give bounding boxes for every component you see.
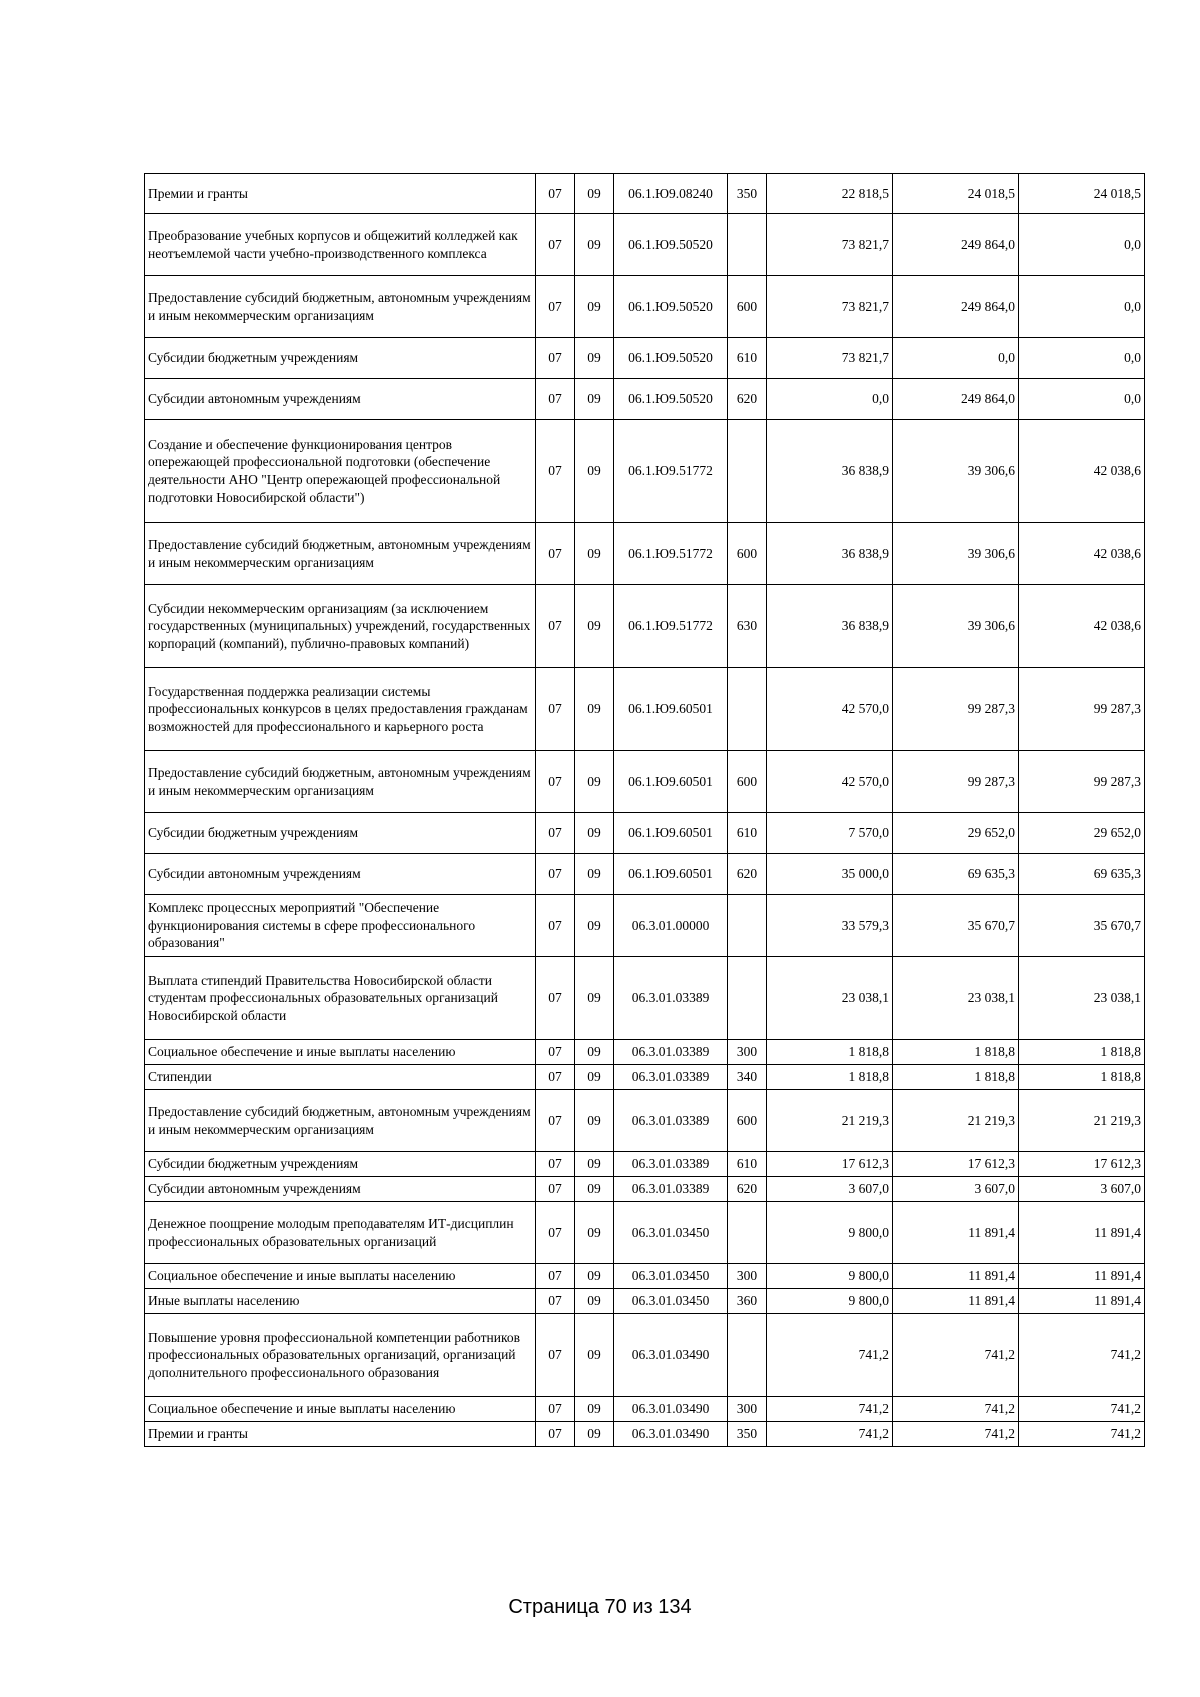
table-row	[145, 854, 1145, 895]
section-code-cell: 07	[536, 276, 575, 338]
target-article-cell: 06.1.Ю9.50520	[614, 379, 728, 420]
target-article-cell: 06.1.Ю9.51772	[614, 523, 728, 585]
target-article-cell: 06.3.01.00000	[614, 895, 728, 957]
target-article-cell: 06.3.01.03450	[614, 1289, 728, 1314]
table-row	[145, 895, 1145, 957]
amount-year-1-cell: 36 838,9	[767, 420, 893, 523]
subsection-code-cell: 09	[575, 420, 614, 523]
subsection-code-cell: 09	[575, 1090, 614, 1152]
amount-year-2-cell: 39 306,6	[893, 420, 1019, 523]
amount-year-3-cell: 3 607,0	[1019, 1177, 1145, 1202]
subsection-code-cell: 09	[575, 1040, 614, 1065]
table-row	[145, 1065, 1145, 1090]
amount-year-3-cell: 11 891,4	[1019, 1264, 1145, 1289]
expense-type-cell: 600	[728, 751, 767, 813]
section-code-cell: 07	[536, 585, 575, 668]
row-name-cell: Создание и обеспечение функционирования центров опережающей профессиональной подготовки (обеспечение деятельности АНО "Центр опережающей профессиональной подготовки Новосибирской области")	[145, 420, 536, 523]
amount-year-3-cell: 0,0	[1019, 379, 1145, 420]
target-article-cell: 06.1.Ю9.50520	[614, 338, 728, 379]
section-code-cell: 07	[536, 813, 575, 854]
expense-type-cell	[728, 1202, 767, 1264]
amount-year-3-cell: 69 635,3	[1019, 854, 1145, 895]
amount-year-3-cell: 11 891,4	[1019, 1289, 1145, 1314]
amount-year-3-cell: 1 818,8	[1019, 1040, 1145, 1065]
table-row	[145, 1264, 1145, 1289]
section-code-cell: 07	[536, 174, 575, 214]
expense-type-cell: 600	[728, 276, 767, 338]
target-article-cell: 06.1.Ю9.60501	[614, 668, 728, 751]
row-name-cell: Повышение уровня профессиональной компетенции работников профессиональных образовательных организаций, организаций дополнительного профессионального образования	[145, 1314, 536, 1397]
target-article-cell: 06.3.01.03490	[614, 1397, 728, 1422]
amount-year-3-cell: 99 287,3	[1019, 751, 1145, 813]
subsection-code-cell: 09	[575, 174, 614, 214]
subsection-code-cell: 09	[575, 1202, 614, 1264]
row-name-cell: Социальное обеспечение и иные выплаты населению	[145, 1397, 536, 1422]
expense-type-cell	[728, 957, 767, 1040]
amount-year-1-cell: 741,2	[767, 1314, 893, 1397]
amount-year-3-cell: 29 652,0	[1019, 813, 1145, 854]
row-name-cell: Выплата стипендий Правительства Новосибирской области студентам профессиональных образовательных организаций Новосибирской области	[145, 957, 536, 1040]
expense-type-cell	[728, 420, 767, 523]
section-code-cell: 07	[536, 379, 575, 420]
amount-year-2-cell: 39 306,6	[893, 523, 1019, 585]
target-article-cell: 06.1.Ю9.50520	[614, 276, 728, 338]
amount-year-2-cell: 99 287,3	[893, 668, 1019, 751]
amount-year-3-cell: 17 612,3	[1019, 1152, 1145, 1177]
section-code-cell: 07	[536, 668, 575, 751]
amount-year-2-cell: 1 818,8	[893, 1065, 1019, 1090]
target-article-cell: 06.1.Ю9.60501	[614, 751, 728, 813]
amount-year-3-cell: 1 818,8	[1019, 1065, 1145, 1090]
expense-type-cell: 600	[728, 1090, 767, 1152]
row-name-cell: Предоставление субсидий бюджетным, автономным учреждениям и иным некоммерческим организациям	[145, 523, 536, 585]
amount-year-2-cell: 3 607,0	[893, 1177, 1019, 1202]
amount-year-3-cell: 0,0	[1019, 214, 1145, 276]
expense-type-cell: 300	[728, 1397, 767, 1422]
subsection-code-cell: 09	[575, 895, 614, 957]
section-code-cell: 07	[536, 338, 575, 379]
expense-type-cell: 610	[728, 338, 767, 379]
amount-year-1-cell: 1 818,8	[767, 1065, 893, 1090]
expense-type-cell: 300	[728, 1040, 767, 1065]
subsection-code-cell: 09	[575, 813, 614, 854]
amount-year-3-cell: 35 670,7	[1019, 895, 1145, 957]
section-code-cell: 07	[536, 751, 575, 813]
amount-year-2-cell: 11 891,4	[893, 1264, 1019, 1289]
target-article-cell: 06.3.01.03450	[614, 1264, 728, 1289]
section-code-cell: 07	[536, 214, 575, 276]
amount-year-1-cell: 0,0	[767, 379, 893, 420]
table-row	[145, 1202, 1145, 1264]
table-row	[145, 523, 1145, 585]
expense-type-cell: 620	[728, 1177, 767, 1202]
subsection-code-cell: 09	[575, 1314, 614, 1397]
amount-year-2-cell: 17 612,3	[893, 1152, 1019, 1177]
row-name-cell: Премии и гранты	[145, 174, 536, 214]
amount-year-2-cell: 741,2	[893, 1397, 1019, 1422]
expense-type-cell	[728, 668, 767, 751]
section-code-cell: 07	[536, 523, 575, 585]
amount-year-1-cell: 1 818,8	[767, 1040, 893, 1065]
table-row	[145, 338, 1145, 379]
row-name-cell: Субсидии автономным учреждениям	[145, 1177, 536, 1202]
section-code-cell: 07	[536, 895, 575, 957]
amount-year-2-cell: 24 018,5	[893, 174, 1019, 214]
expense-type-cell: 350	[728, 1422, 767, 1447]
amount-year-2-cell: 23 038,1	[893, 957, 1019, 1040]
row-name-cell: Стипендии	[145, 1065, 536, 1090]
target-article-cell: 06.1.Ю9.60501	[614, 854, 728, 895]
expense-type-cell: 620	[728, 379, 767, 420]
target-article-cell: 06.1.Ю9.60501	[614, 813, 728, 854]
amount-year-3-cell: 21 219,3	[1019, 1090, 1145, 1152]
expense-type-cell: 610	[728, 1152, 767, 1177]
amount-year-1-cell: 741,2	[767, 1397, 893, 1422]
amount-year-1-cell: 17 612,3	[767, 1152, 893, 1177]
amount-year-1-cell: 42 570,0	[767, 668, 893, 751]
row-name-cell: Предоставление субсидий бюджетным, автономным учреждениям и иным некоммерческим организациям	[145, 276, 536, 338]
amount-year-3-cell: 24 018,5	[1019, 174, 1145, 214]
table-row	[145, 1090, 1145, 1152]
budget-table	[144, 173, 1145, 1447]
target-article-cell: 06.3.01.03389	[614, 1152, 728, 1177]
table-row	[145, 174, 1145, 214]
section-code-cell: 07	[536, 1264, 575, 1289]
amount-year-2-cell: 99 287,3	[893, 751, 1019, 813]
amount-year-1-cell: 22 818,5	[767, 174, 893, 214]
section-code-cell: 07	[536, 1040, 575, 1065]
amount-year-2-cell: 1 818,8	[893, 1040, 1019, 1065]
amount-year-2-cell: 21 219,3	[893, 1090, 1019, 1152]
target-article-cell: 06.3.01.03490	[614, 1314, 728, 1397]
section-code-cell: 07	[536, 1065, 575, 1090]
amount-year-3-cell: 0,0	[1019, 338, 1145, 379]
expense-type-cell: 300	[728, 1264, 767, 1289]
subsection-code-cell: 09	[575, 214, 614, 276]
row-name-cell: Субсидии некоммерческим организациям (за исключением государственных (муниципальных) учреждений, государственных корпораций (компаний), публично-правовых компаний)	[145, 585, 536, 668]
amount-year-1-cell: 21 219,3	[767, 1090, 893, 1152]
table-row	[145, 420, 1145, 523]
expense-type-cell: 630	[728, 585, 767, 668]
amount-year-3-cell: 42 038,6	[1019, 585, 1145, 668]
amount-year-3-cell: 42 038,6	[1019, 420, 1145, 523]
section-code-cell: 07	[536, 854, 575, 895]
amount-year-3-cell: 741,2	[1019, 1314, 1145, 1397]
table-row	[145, 1314, 1145, 1397]
subsection-code-cell: 09	[575, 379, 614, 420]
row-name-cell: Преобразование учебных корпусов и общежитий колледжей как неотъемлемой части учебно-производственного комплекса	[145, 214, 536, 276]
table-row	[145, 1289, 1145, 1314]
table-row	[145, 1422, 1145, 1447]
table-row	[145, 1177, 1145, 1202]
subsection-code-cell: 09	[575, 1264, 614, 1289]
subsection-code-cell: 09	[575, 276, 614, 338]
section-code-cell: 07	[536, 1422, 575, 1447]
row-name-cell: Государственная поддержка реализации системы профессиональных конкурсов в целях предоставления гражданам возможностей для профессионального и карьерного роста	[145, 668, 536, 751]
subsection-code-cell: 09	[575, 751, 614, 813]
subsection-code-cell: 09	[575, 668, 614, 751]
amount-year-3-cell: 11 891,4	[1019, 1202, 1145, 1264]
amount-year-2-cell: 249 864,0	[893, 214, 1019, 276]
amount-year-1-cell: 741,2	[767, 1422, 893, 1447]
amount-year-3-cell: 0,0	[1019, 276, 1145, 338]
amount-year-1-cell: 73 821,7	[767, 214, 893, 276]
amount-year-3-cell: 23 038,1	[1019, 957, 1145, 1040]
expense-type-cell: 350	[728, 174, 767, 214]
section-code-cell: 07	[536, 1090, 575, 1152]
expense-type-cell	[728, 895, 767, 957]
table-row	[145, 957, 1145, 1040]
row-name-cell: Социальное обеспечение и иные выплаты населению	[145, 1040, 536, 1065]
section-code-cell: 07	[536, 957, 575, 1040]
target-article-cell: 06.1.Ю9.51772	[614, 585, 728, 668]
target-article-cell: 06.1.Ю9.08240	[614, 174, 728, 214]
subsection-code-cell: 09	[575, 585, 614, 668]
amount-year-2-cell: 11 891,4	[893, 1202, 1019, 1264]
table-row	[145, 751, 1145, 813]
table-row	[145, 1397, 1145, 1422]
expense-type-cell	[728, 214, 767, 276]
amount-year-2-cell: 741,2	[893, 1422, 1019, 1447]
subsection-code-cell: 09	[575, 1177, 614, 1202]
subsection-code-cell: 09	[575, 1397, 614, 1422]
section-code-cell: 07	[536, 1152, 575, 1177]
amount-year-2-cell: 11 891,4	[893, 1289, 1019, 1314]
target-article-cell: 06.3.01.03490	[614, 1422, 728, 1447]
table-row	[145, 379, 1145, 420]
amount-year-1-cell: 35 000,0	[767, 854, 893, 895]
expense-type-cell	[728, 1314, 767, 1397]
amount-year-2-cell: 39 306,6	[893, 585, 1019, 668]
table-row	[145, 585, 1145, 668]
amount-year-2-cell: 35 670,7	[893, 895, 1019, 957]
row-name-cell: Предоставление субсидий бюджетным, автономным учреждениям и иным некоммерческим организациям	[145, 751, 536, 813]
row-name-cell: Социальное обеспечение и иные выплаты населению	[145, 1264, 536, 1289]
target-article-cell: 06.3.01.03389	[614, 1090, 728, 1152]
amount-year-1-cell: 9 800,0	[767, 1264, 893, 1289]
amount-year-2-cell: 249 864,0	[893, 276, 1019, 338]
amount-year-1-cell: 33 579,3	[767, 895, 893, 957]
expense-type-cell: 600	[728, 523, 767, 585]
amount-year-3-cell: 741,2	[1019, 1397, 1145, 1422]
subsection-code-cell: 09	[575, 957, 614, 1040]
table-row	[145, 214, 1145, 276]
amount-year-1-cell: 9 800,0	[767, 1202, 893, 1264]
section-code-cell: 07	[536, 1177, 575, 1202]
section-code-cell: 07	[536, 1314, 575, 1397]
section-code-cell: 07	[536, 1397, 575, 1422]
amount-year-3-cell: 741,2	[1019, 1422, 1145, 1447]
row-name-cell: Субсидии автономным учреждениям	[145, 379, 536, 420]
subsection-code-cell: 09	[575, 338, 614, 379]
amount-year-1-cell: 36 838,9	[767, 585, 893, 668]
section-code-cell: 07	[536, 420, 575, 523]
section-code-cell: 07	[536, 1289, 575, 1314]
table-row	[145, 276, 1145, 338]
section-code-cell: 07	[536, 1202, 575, 1264]
expense-type-cell: 340	[728, 1065, 767, 1090]
target-article-cell: 06.3.01.03389	[614, 1065, 728, 1090]
row-name-cell: Предоставление субсидий бюджетным, автономным учреждениям и иным некоммерческим организациям	[145, 1090, 536, 1152]
amount-year-1-cell: 42 570,0	[767, 751, 893, 813]
row-name-cell: Субсидии бюджетным учреждениям	[145, 813, 536, 854]
amount-year-1-cell: 73 821,7	[767, 276, 893, 338]
table-row	[145, 813, 1145, 854]
target-article-cell: 06.3.01.03389	[614, 1040, 728, 1065]
subsection-code-cell: 09	[575, 1422, 614, 1447]
target-article-cell: 06.3.01.03389	[614, 1177, 728, 1202]
row-name-cell: Денежное поощрение молодым преподавателям ИТ-дисциплин профессиональных образовательных организаций	[145, 1202, 536, 1264]
amount-year-2-cell: 69 635,3	[893, 854, 1019, 895]
row-name-cell: Субсидии автономным учреждениям	[145, 854, 536, 895]
subsection-code-cell: 09	[575, 1152, 614, 1177]
subsection-code-cell: 09	[575, 1065, 614, 1090]
table-row	[145, 1040, 1145, 1065]
expense-type-cell: 360	[728, 1289, 767, 1314]
row-name-cell: Субсидии бюджетным учреждениям	[145, 1152, 536, 1177]
amount-year-2-cell: 0,0	[893, 338, 1019, 379]
subsection-code-cell: 09	[575, 523, 614, 585]
amount-year-3-cell: 42 038,6	[1019, 523, 1145, 585]
amount-year-1-cell: 3 607,0	[767, 1177, 893, 1202]
page-number: Страница 70 из 134	[508, 1596, 692, 1618]
target-article-cell: 06.3.01.03389	[614, 957, 728, 1040]
amount-year-2-cell: 29 652,0	[893, 813, 1019, 854]
target-article-cell: 06.1.Ю9.50520	[614, 214, 728, 276]
amount-year-1-cell: 73 821,7	[767, 338, 893, 379]
row-name-cell: Субсидии бюджетным учреждениям	[145, 338, 536, 379]
table-row	[145, 1152, 1145, 1177]
amount-year-1-cell: 23 038,1	[767, 957, 893, 1040]
target-article-cell: 06.1.Ю9.51772	[614, 420, 728, 523]
amount-year-2-cell: 249 864,0	[893, 379, 1019, 420]
subsection-code-cell: 09	[575, 854, 614, 895]
amount-year-1-cell: 9 800,0	[767, 1289, 893, 1314]
amount-year-1-cell: 7 570,0	[767, 813, 893, 854]
expense-type-cell: 610	[728, 813, 767, 854]
amount-year-3-cell: 99 287,3	[1019, 668, 1145, 751]
subsection-code-cell: 09	[575, 1289, 614, 1314]
amount-year-2-cell: 741,2	[893, 1314, 1019, 1397]
target-article-cell: 06.3.01.03450	[614, 1202, 728, 1264]
expense-type-cell: 620	[728, 854, 767, 895]
row-name-cell: Комплекс процессных мероприятий "Обеспечение функционирования системы в сфере профессионального образования"	[145, 895, 536, 957]
row-name-cell: Иные выплаты населению	[145, 1289, 536, 1314]
row-name-cell: Премии и гранты	[145, 1422, 536, 1447]
amount-year-1-cell: 36 838,9	[767, 523, 893, 585]
table-row	[145, 668, 1145, 751]
